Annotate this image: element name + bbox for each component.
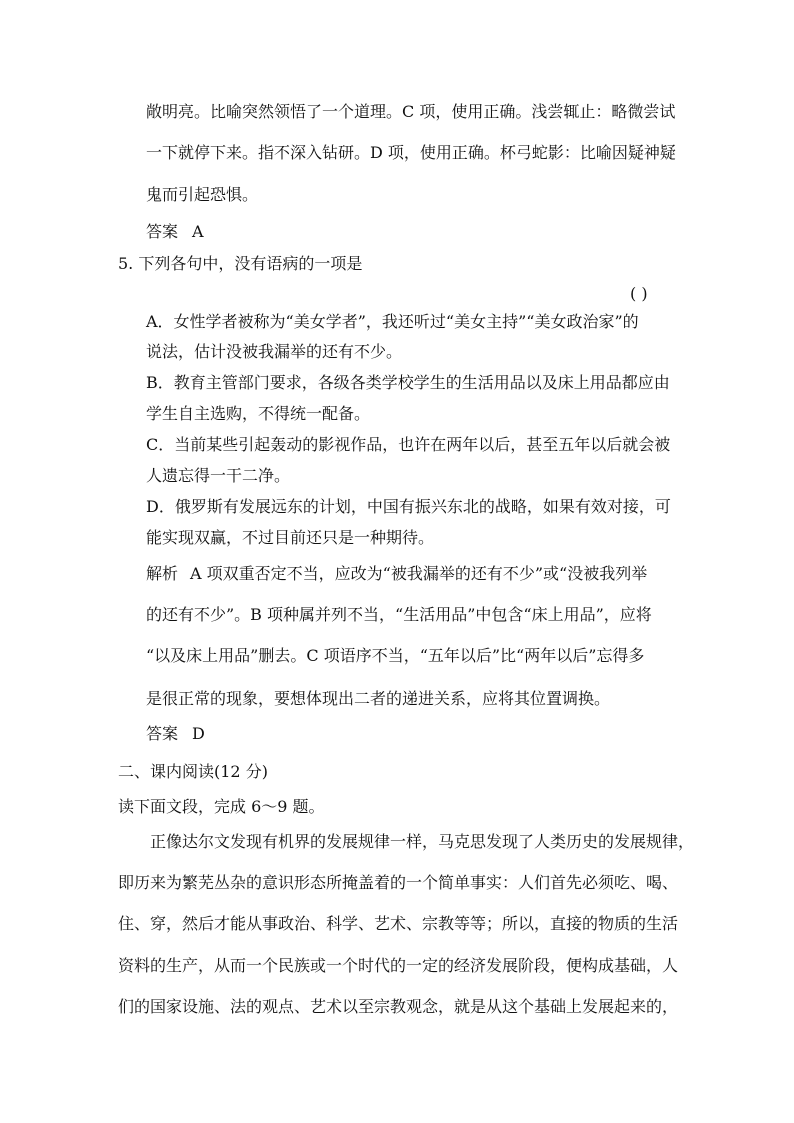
option-b-line-1: B．教育主管部门要求，各级各类学校学生的生活用品以及床上用品都应由	[146, 373, 670, 392]
passage-line-1: 正像达尔文发现有机界的发展规律一样，马克思发现了人类历史的发展规律，	[150, 832, 695, 851]
option-a-line-1: A．女性学者被称为“美女学者”，我还听过“美女主持”“美女政治家”的	[146, 312, 639, 331]
passage-line-3: 住、穿，然后才能从事政治、科学、艺术、宗教等等；所以，直接的物质的生活	[118, 914, 679, 933]
analysis-5-line-3: “以及床上用品”删去。C 项语序不当，“五年以后”比“两年以后”忘得多	[146, 646, 645, 665]
analysis-5-text-1: A 项双重否定不当，应改为“被我漏举的还有不少”或“没被我列举	[190, 564, 648, 583]
passage-line-5: 们的国家设施、法的观点、艺术以至宗教观念，就是从这个基础上发展起来的，	[118, 997, 679, 1016]
analysis-continuation-line-2: 一下就停下来。指不深入钻研。D 项，使用正确。杯弓蛇影：比喻因疑神疑	[146, 143, 676, 162]
answer-5	[146, 724, 205, 744]
answer-4	[146, 222, 204, 242]
option-d-line-2: 能实现双赢，不过目前还只是一种期待。	[146, 528, 435, 547]
analysis-5-line-2: 的还有不少”。B 项种属并列不当，“生活用品”中包含“床上用品”，应将	[146, 605, 652, 624]
section-heading: 二、课内阅读(12 分)	[118, 762, 268, 781]
question-5-stem: 5. 下列各句中，没有语病的一项是	[118, 254, 363, 273]
option-c-line-2: 人遗忘得一干二净。	[146, 466, 291, 485]
answer-value: D	[192, 724, 205, 743]
analysis-label: 解析	[146, 564, 179, 583]
option-c-line-1: C．当前某些引起轰动的影视作品，也许在两年以后，甚至五年以后就会被	[146, 435, 671, 454]
option-b-line-2: 学生自主选购，不得统一配备。	[146, 404, 371, 423]
answer-label: 答案	[146, 724, 179, 743]
answer-value: A	[192, 222, 204, 241]
answer-bracket: ( )	[630, 284, 648, 303]
passage-line-2: 即历来为繁芜丛杂的意识形态所掩盖着的一个简单事实：人们首先必须吃、喝、	[118, 873, 679, 892]
section-instruction: 读下面文段，完成 6～9 题。	[118, 797, 325, 816]
option-d-line-1: D．俄罗斯有发展远东的计划，中国有振兴东北的战略，如果有效对接，可	[146, 497, 671, 516]
passage-line-4: 资料的生产，从而一个民族或一个时代的一定的经济发展阶段，便构成基础，人	[118, 956, 679, 975]
answer-label: 答案	[146, 222, 179, 241]
analysis-continuation-line-3: 鬼而引起恐惧。	[146, 185, 259, 204]
analysis-5-line-1	[146, 564, 647, 584]
analysis-5-line-4: 是很正常的现象，要想体现出二者的递进关系，应将其位置调换。	[146, 689, 611, 708]
analysis-continuation-line-1: 敞明亮。比喻突然领悟了一个道理。C 项，使用正确。浅尝辄止：略微尝试	[146, 102, 676, 121]
option-a-line-2: 说法，估计没被我漏举的还有不少。	[146, 342, 403, 361]
